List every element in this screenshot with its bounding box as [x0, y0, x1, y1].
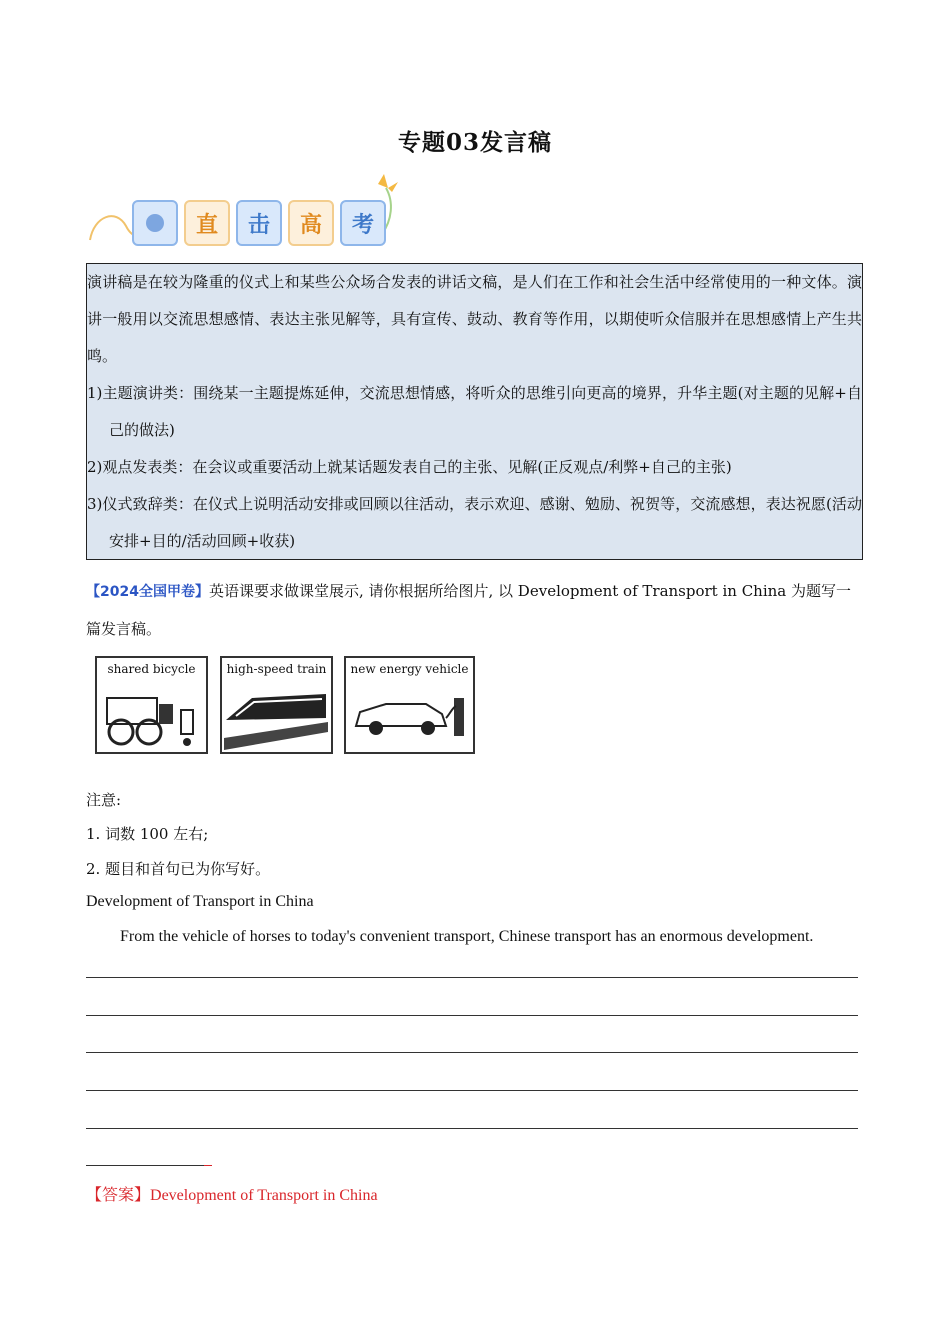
figure-label: new energy vehicle	[350, 662, 469, 676]
answer-blank-line[interactable]	[86, 977, 858, 978]
essay-first-sentence: From the vehicle of horses to today's convenient transport, Chinese transport has an enormous development.	[120, 928, 814, 945]
answer-line	[86, 1182, 378, 1205]
answer-tag: 【答案】	[86, 1187, 151, 1204]
task-prompt	[86, 573, 863, 648]
figure-shared-bicycle	[95, 656, 208, 754]
intro-item-1: 1)主题演讲类：围绕某一主题提炼延伸，交流思想情感，将听众的思维引向更高的境界，升华主题(对主题的见解+自己的做法)	[87, 384, 862, 439]
answer-blank-line[interactable]	[86, 1128, 858, 1129]
red-dash-mark	[204, 1165, 212, 1166]
note-item-2: 2. 题目和首句已为你写好。	[86, 860, 271, 878]
note-item-1: 1. 词数 100 左右;	[86, 825, 209, 843]
banner-dot-badge	[132, 200, 178, 246]
answer-blank-line[interactable]	[86, 1052, 858, 1053]
answer-blank-line[interactable]	[86, 1090, 858, 1091]
figure-new-energy-vehicle	[344, 656, 475, 754]
intro-item-3: 3)仪式致辞类：在仪式上说明活动安排或回顾以往活动，表示欢迎、感谢、勉励、祝贺等，交流感想，表达祝愿(活动安排+目的/活动回顾+收获)	[87, 495, 862, 550]
page-title: 专题03发言稿	[397, 129, 552, 156]
intro-paragraph: 演讲稿是在较为隆重的仪式上和某些公众场合发表的讲话文稿，是人们在工作和社会生活中经常使用的一种文体。演讲一般用以交流思想感情、表达主张见解等，具有宣传、鼓动、教育等作用，以期使听众信服并在思想感情上产生共鸣。	[87, 273, 862, 365]
figure-label: high-speed train	[226, 662, 327, 676]
banner-badge-1: 直	[184, 200, 230, 246]
banner-badge-3: 高	[288, 200, 334, 246]
banner-badge-2: 击	[236, 200, 282, 246]
intro-item-2: 2)观点发表类：在会议或重要活动上就某话题发表自己的主张、见解(正反观点/利弊+自己的主张)	[87, 458, 732, 476]
task-text: 英语课要求做课堂展示, 请你根据所给图片, 以 Development of Transport in China 为题写一篇发言稿。	[86, 582, 852, 638]
figure-high-speed-train	[220, 656, 333, 754]
essay-title: Development of Transport in China	[86, 893, 314, 910]
answer-text: Development of Transport in China	[150, 1187, 378, 1204]
banner-badge-4: 考	[340, 200, 386, 246]
answer-blank-line-short[interactable]	[86, 1165, 204, 1166]
answer-blank-line[interactable]	[86, 1015, 858, 1016]
notes-heading: 注意:	[86, 791, 122, 809]
intro-box	[86, 263, 863, 560]
figure-label: shared bicycle	[107, 662, 196, 676]
source-tag: 【2024全国甲卷】	[86, 584, 209, 600]
circle-icon	[145, 213, 165, 233]
